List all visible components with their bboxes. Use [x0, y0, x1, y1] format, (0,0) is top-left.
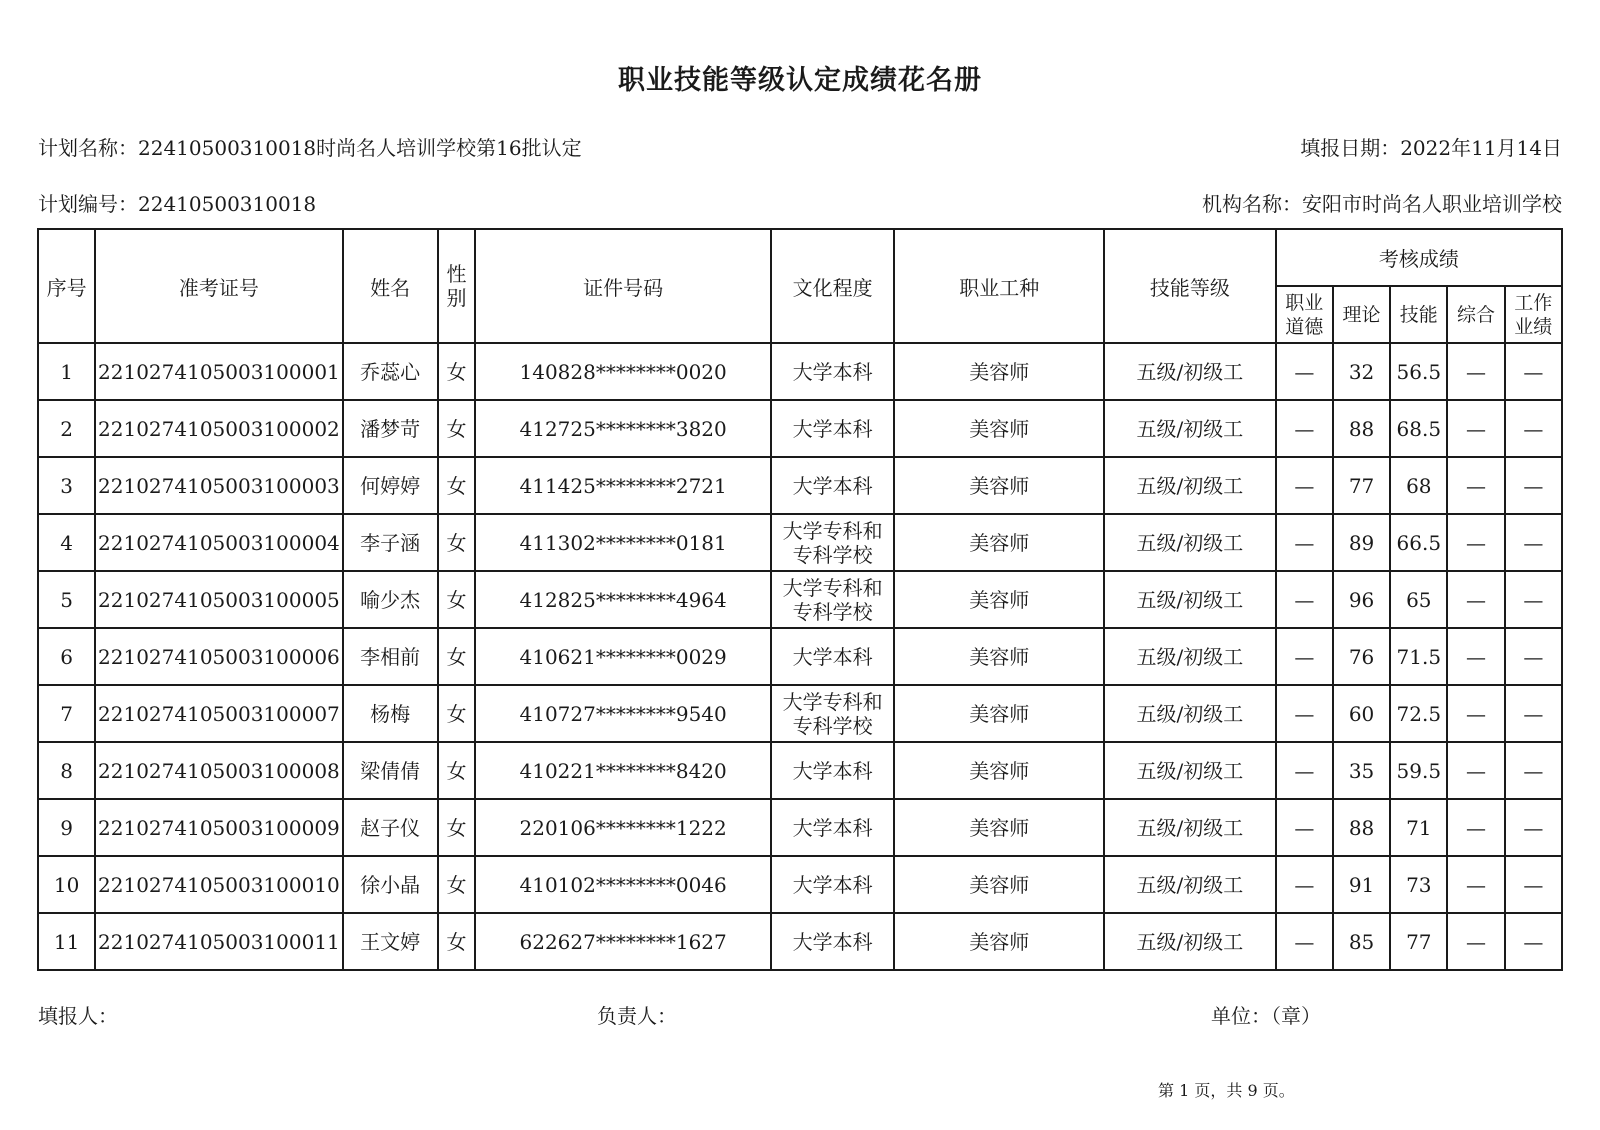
- cell-id-no: 622627********1627: [475, 913, 770, 970]
- cell-id-no: 140828********0020: [475, 343, 770, 400]
- header-overall: 综合: [1447, 286, 1504, 343]
- cell-seq: 3: [38, 457, 95, 514]
- table-row: [38, 400, 1562, 457]
- cell-theory: 76: [1333, 628, 1390, 685]
- cell-skill: 73: [1390, 856, 1447, 913]
- cell-performance: —: [1505, 400, 1562, 457]
- page-indicator: 第 1 页，共 9 页。: [1158, 1081, 1295, 1100]
- cell-name: 王文婷: [343, 913, 438, 970]
- cell-seq: 8: [38, 742, 95, 799]
- cell-overall: —: [1447, 913, 1504, 970]
- cell-ticket: 2210274105003100002: [95, 400, 342, 457]
- cell-education: 大学本科: [771, 400, 895, 457]
- cell-skill: 65: [1390, 571, 1447, 628]
- cell-seq: 6: [38, 628, 95, 685]
- cell-overall: —: [1447, 856, 1504, 913]
- cell-ticket: 2210274105003100005: [95, 571, 342, 628]
- cell-seq: 5: [38, 571, 95, 628]
- cell-skill: 59.5: [1390, 742, 1447, 799]
- cell-ethics: —: [1276, 685, 1333, 742]
- cell-name: 杨梅: [343, 685, 438, 742]
- table-row: [38, 742, 1562, 799]
- cell-skill: 56.5: [1390, 343, 1447, 400]
- cell-ticket: 2210274105003100007: [95, 685, 342, 742]
- cell-performance: —: [1505, 742, 1562, 799]
- cell-id-no: 410102********0046: [475, 856, 770, 913]
- roster-body: [38, 343, 1562, 970]
- header-name: 姓名: [343, 229, 438, 343]
- cell-gender: 女: [438, 685, 476, 742]
- cell-education: 大学本科: [771, 913, 895, 970]
- cell-ethics: —: [1276, 571, 1333, 628]
- plan-name: 计划名称：22410500310018时尚名人培训学校第16批认定: [38, 136, 582, 160]
- cell-seq: 10: [38, 856, 95, 913]
- cell-id-no: 411302********0181: [475, 514, 770, 571]
- cell-ticket: 2210274105003100003: [95, 457, 342, 514]
- cell-gender: 女: [438, 913, 476, 970]
- header-performance: [1505, 286, 1562, 343]
- cell-gender: 女: [438, 514, 476, 571]
- cell-overall: —: [1447, 799, 1504, 856]
- header-performance-label: 工作业绩: [1514, 291, 1553, 338]
- cell-theory: 91: [1333, 856, 1390, 913]
- cell-occupation: 美容师: [894, 799, 1104, 856]
- cell-overall: —: [1447, 343, 1504, 400]
- cell-seq: 9: [38, 799, 95, 856]
- cell-occupation: 美容师: [894, 457, 1104, 514]
- header-occupation: 职业工种: [894, 229, 1104, 343]
- cell-seq: 11: [38, 913, 95, 970]
- table-row: [38, 343, 1562, 400]
- cell-performance: —: [1505, 514, 1562, 571]
- cell-ethics: —: [1276, 628, 1333, 685]
- cell-overall: —: [1447, 685, 1504, 742]
- cell-ethics: —: [1276, 400, 1333, 457]
- cell-ticket: 2210274105003100001: [95, 343, 342, 400]
- header-education: 文化程度: [771, 229, 895, 343]
- cell-level: 五级/初级工: [1104, 400, 1276, 457]
- header-id-number: 证件号码: [475, 229, 770, 343]
- cell-education: [771, 571, 895, 628]
- cell-education: 大学本科: [771, 343, 895, 400]
- table-row: [38, 457, 1562, 514]
- cell-level: 五级/初级工: [1104, 856, 1276, 913]
- header-scores-group: 考核成绩: [1276, 229, 1562, 286]
- cell-id-no: 412725********3820: [475, 400, 770, 457]
- cell-level: 五级/初级工: [1104, 343, 1276, 400]
- cell-occupation: 美容师: [894, 685, 1104, 742]
- cell-ethics: —: [1276, 457, 1333, 514]
- cell-theory: 85: [1333, 913, 1390, 970]
- cell-education: [771, 685, 895, 742]
- cell-ticket: 2210274105003100006: [95, 628, 342, 685]
- cell-id-no: 410621********0029: [475, 628, 770, 685]
- cell-skill: 71: [1390, 799, 1447, 856]
- report-date: 填报日期：2022年11月14日: [1300, 136, 1562, 160]
- cell-occupation: 美容师: [894, 400, 1104, 457]
- cell-ethics: —: [1276, 913, 1333, 970]
- cell-id-no: 412825********4964: [475, 571, 770, 628]
- plan-number: 计划编号：22410500310018: [38, 192, 317, 216]
- header-theory: 理论: [1333, 286, 1390, 343]
- score-roster-table: [37, 228, 1563, 971]
- cell-education: 大学本科: [771, 742, 895, 799]
- cell-education: [771, 514, 895, 571]
- cell-skill: 71.5: [1390, 628, 1447, 685]
- cell-name: 喻少杰: [343, 571, 438, 628]
- cell-theory: 88: [1333, 400, 1390, 457]
- cell-theory: 32: [1333, 343, 1390, 400]
- cell-ethics: —: [1276, 343, 1333, 400]
- cell-gender: 女: [438, 799, 476, 856]
- cell-level: 五级/初级工: [1104, 742, 1276, 799]
- cell-theory: 96: [1333, 571, 1390, 628]
- cell-gender: 女: [438, 343, 476, 400]
- cell-occupation: 美容师: [894, 742, 1104, 799]
- cell-ticket: 2210274105003100004: [95, 514, 342, 571]
- cell-id-no: 411425********2721: [475, 457, 770, 514]
- cell-seq: 4: [38, 514, 95, 571]
- filler-label: 填报人：: [38, 1004, 118, 1028]
- cell-seq: 1: [38, 343, 95, 400]
- cell-level: 五级/初级工: [1104, 685, 1276, 742]
- cell-performance: —: [1505, 685, 1562, 742]
- cell-gender: 女: [438, 400, 476, 457]
- cell-ticket: 2210274105003100010: [95, 856, 342, 913]
- cell-level: 五级/初级工: [1104, 913, 1276, 970]
- cell-performance: —: [1505, 571, 1562, 628]
- cell-occupation: 美容师: [894, 913, 1104, 970]
- cell-skill: 68: [1390, 457, 1447, 514]
- cell-occupation: 美容师: [894, 571, 1104, 628]
- cell-theory: 89: [1333, 514, 1390, 571]
- cell-education: 大学本科: [771, 856, 895, 913]
- cell-theory: 77: [1333, 457, 1390, 514]
- header-seq: 序号: [38, 229, 95, 343]
- cell-gender: 女: [438, 856, 476, 913]
- header-skill: 技能: [1390, 286, 1447, 343]
- cell-education: 大学本科: [771, 628, 895, 685]
- cell-performance: —: [1505, 856, 1562, 913]
- cell-skill: 66.5: [1390, 514, 1447, 571]
- cell-name: 乔蕊心: [343, 343, 438, 400]
- cell-education: 大学本科: [771, 457, 895, 514]
- cell-gender: 女: [438, 571, 476, 628]
- cell-overall: —: [1447, 628, 1504, 685]
- cell-name: 李相前: [343, 628, 438, 685]
- header-gender-label: 性别: [446, 262, 467, 310]
- table-row: [38, 571, 1562, 628]
- cell-level: 五级/初级工: [1104, 571, 1276, 628]
- cell-skill: 77: [1390, 913, 1447, 970]
- cell-level: 五级/初级工: [1104, 799, 1276, 856]
- cell-occupation: 美容师: [894, 343, 1104, 400]
- cell-seq: 7: [38, 685, 95, 742]
- table-row: [38, 856, 1562, 913]
- cell-level: 五级/初级工: [1104, 628, 1276, 685]
- cell-ethics: —: [1276, 742, 1333, 799]
- cell-performance: —: [1505, 457, 1562, 514]
- cell-overall: —: [1447, 742, 1504, 799]
- table-row: [38, 685, 1562, 742]
- cell-performance: —: [1505, 628, 1562, 685]
- cell-gender: 女: [438, 742, 476, 799]
- cell-id-no: 410727********9540: [475, 685, 770, 742]
- header-skill-level: 技能等级: [1104, 229, 1276, 343]
- page-title: 职业技能等级认定成绩花名册: [618, 65, 982, 96]
- supervisor-label: 负责人：: [597, 1004, 677, 1028]
- cell-skill: 68.5: [1390, 400, 1447, 457]
- cell-occupation: 美容师: [894, 514, 1104, 571]
- cell-skill: 72.5: [1390, 685, 1447, 742]
- cell-performance: —: [1505, 343, 1562, 400]
- cell-name: 何婷婷: [343, 457, 438, 514]
- cell-name: 李子涵: [343, 514, 438, 571]
- organization-name: 机构名称：安阳市时尚名人职业培训学校: [1202, 192, 1562, 216]
- education-label: 大学专科和专科学校: [782, 575, 883, 624]
- cell-name: 赵子仪: [343, 799, 438, 856]
- cell-ticket: 2210274105003100009: [95, 799, 342, 856]
- cell-overall: —: [1447, 400, 1504, 457]
- cell-overall: —: [1447, 571, 1504, 628]
- education-label: 大学专科和专科学校: [782, 518, 883, 567]
- cell-level: 五级/初级工: [1104, 457, 1276, 514]
- table-row: [38, 628, 1562, 685]
- cell-theory: 60: [1333, 685, 1390, 742]
- education-label: 大学专科和专科学校: [782, 689, 883, 738]
- cell-ethics: —: [1276, 799, 1333, 856]
- cell-theory: 35: [1333, 742, 1390, 799]
- cell-name: 潘梦苛: [343, 400, 438, 457]
- unit-seal-label: 单位：（章）: [1211, 1004, 1321, 1028]
- cell-overall: —: [1447, 457, 1504, 514]
- cell-performance: —: [1505, 799, 1562, 856]
- header-ethics: [1276, 286, 1333, 343]
- cell-id-no: 410221********8420: [475, 742, 770, 799]
- cell-ethics: —: [1276, 514, 1333, 571]
- cell-occupation: 美容师: [894, 856, 1104, 913]
- cell-name: 梁倩倩: [343, 742, 438, 799]
- cell-level: 五级/初级工: [1104, 514, 1276, 571]
- cell-education: 大学本科: [771, 799, 895, 856]
- cell-id-no: 220106********1222: [475, 799, 770, 856]
- cell-name: 徐小晶: [343, 856, 438, 913]
- header-gender: [438, 229, 476, 343]
- table-row: [38, 799, 1562, 856]
- cell-gender: 女: [438, 457, 476, 514]
- cell-occupation: 美容师: [894, 628, 1104, 685]
- header-ticket: 准考证号: [95, 229, 342, 343]
- cell-gender: 女: [438, 628, 476, 685]
- cell-performance: —: [1505, 913, 1562, 970]
- cell-ethics: —: [1276, 856, 1333, 913]
- cell-overall: —: [1447, 514, 1504, 571]
- cell-ticket: 2210274105003100011: [95, 913, 342, 970]
- cell-seq: 2: [38, 400, 95, 457]
- table-row: [38, 913, 1562, 970]
- header-ethics-label: 职业道德: [1285, 291, 1324, 338]
- cell-theory: 88: [1333, 799, 1390, 856]
- cell-ticket: 2210274105003100008: [95, 742, 342, 799]
- table-row: [38, 514, 1562, 571]
